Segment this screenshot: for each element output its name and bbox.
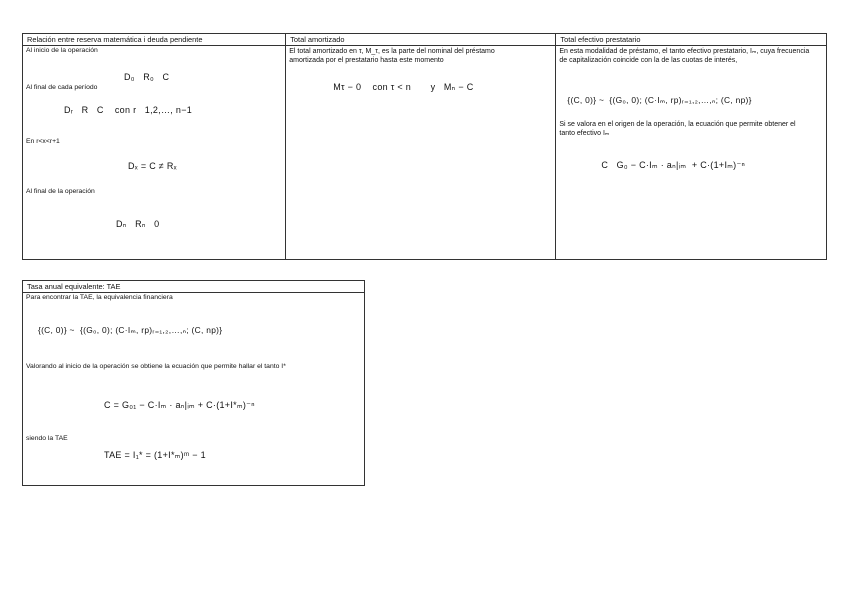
- cell-effective-rate: [556, 46, 827, 260]
- header-effective-rate: Total efectivo prestatario: [556, 34, 827, 46]
- formula-tae: TAE = I₁* = (1+I*ₘ)ᵐ − 1: [104, 450, 206, 460]
- label-each-period: Al final de cada período: [26, 84, 98, 91]
- formula-effective-rate: C G₀ − C·Iₘ · aₙ|ᵢₘ + C·(1+Iₘ)⁻ⁿ: [601, 160, 746, 170]
- formula-each-period: Dᵣ R C con r 1,2,…, n−1: [64, 105, 193, 115]
- cell-reserve-debt: [23, 46, 286, 260]
- label-end: Al final de la operación: [26, 188, 95, 195]
- formula-end: Dₙ Rₙ 0: [116, 219, 160, 229]
- reserve-debt-table: [22, 33, 827, 260]
- formula-start: D₀ R₀ C: [124, 72, 170, 82]
- text-tae-intro: Para encontrar la TAE, la equivalencia financiera: [26, 294, 173, 301]
- label-start: Al inicio de la operación: [26, 47, 98, 54]
- cell-tae: [23, 293, 365, 486]
- text-tae-valuation: Valorando al inicio de la operación se obtiene la ecuación que permite hallar el tanto I*: [26, 363, 286, 370]
- label-interval: En r<x<r+1: [26, 138, 60, 145]
- text-effective-rate-intro: En esta modalidad de préstamo, el tanto efectivo prestatario, Iₘ, cuya frecuencia de capitalización coincide con la de las cuotas de interés,: [559, 48, 810, 64]
- text-effective-rate-valuation: Si se valora en el origen de la operación, la ecuación que permite obtener el tanto efectivo Iₘ: [559, 121, 796, 137]
- text-tae-being: siendo la TAE: [26, 435, 68, 442]
- cell-total-amortized: [286, 46, 556, 260]
- text-total-amortized: El total amortizado en τ, M_τ, es la parte del nominal del préstamo amortizada por el prestatario hasta este momento: [289, 48, 495, 64]
- header-reserve-debt: Relación entre reserva matemática i deuda pendiente: [23, 34, 286, 46]
- header-total-amortized: Total amortizado: [286, 34, 556, 46]
- header-tae: Tasa anual equivalente: TAE: [23, 281, 365, 293]
- formula-tae-equivalence: {(C, 0)} ~ {(G₀, 0); (C·Iₘ, rp)ᵣ₌₁,₂,…,ₙ; (C, np)}: [38, 325, 223, 335]
- formula-tae-equation: C = G₀₁ − C·Iₘ · aₙ|ᵢₘ + C·(1+I*ₘ)⁻ⁿ: [104, 400, 255, 410]
- formula-interval: Dₓ = C ≠ Rₓ: [128, 161, 177, 171]
- formula-total-amortized: Mτ − 0 con τ < n y Mₙ − C: [333, 82, 474, 92]
- tae-table: [22, 280, 365, 486]
- formula-financial-equivalence: {(C, 0)} ~ {(G₀, 0); (C·Iₘ, rp)ᵣ₌₁,₂,…,ₙ; (C, np)}: [567, 95, 752, 105]
